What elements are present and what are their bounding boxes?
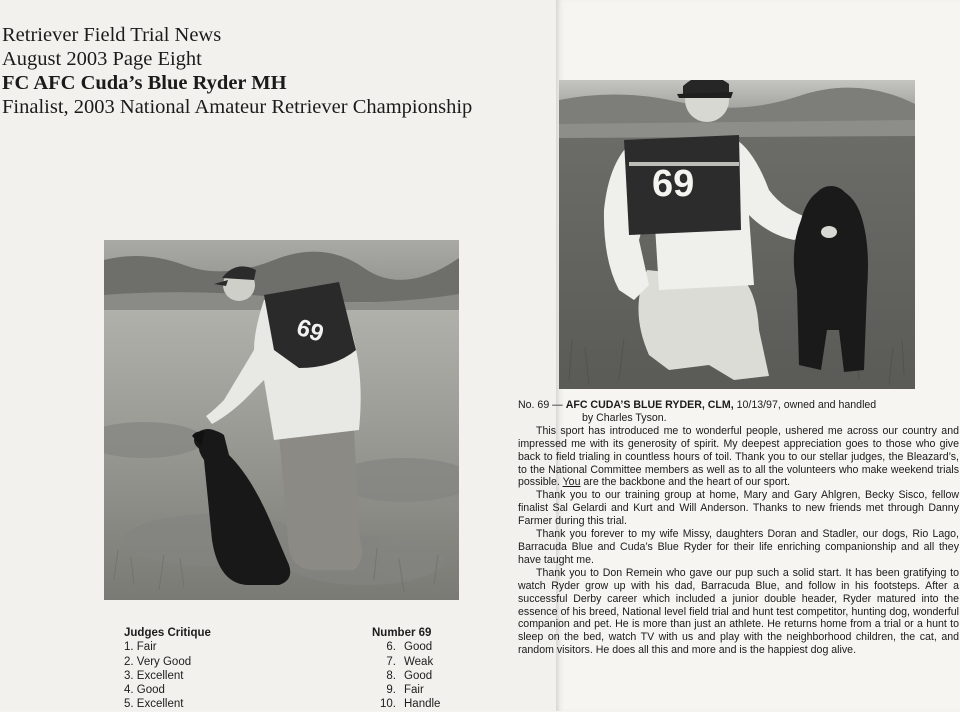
critique-item-grade: Good [404, 641, 433, 654]
critique-item: 3. Excellent [124, 669, 184, 682]
underlined-you: You [562, 476, 581, 489]
publication-name: Retriever Field Trial News [2, 24, 222, 46]
critique-item: 4. Good [124, 684, 165, 697]
left-bib-number: 69 [293, 313, 328, 348]
finalist-subtitle: Finalist, 2003 National Amateur Retriever Championship [2, 96, 473, 118]
critique-item: 1. Fair [124, 641, 157, 654]
article-paragraph: Thank you to Don Remein who gave our pup such a solid start. It has been gratifying to watch Ryder grow up with his dad, Barracuda Blue, and follow in his footsteps. After a successful Derby career which included a junior double header, Ryder matured into the essence of his breed, National level field trial and hunt test competitor, hunting dog, wonderful companion and pet. He is more than just an athlete. He returns home from a trial or a hunt to sleep on the bed, watch TV with us and play with the neighborhood children, the cat, and random visitors. He does all this and more and is the happiest dog alive. [518, 566, 959, 657]
critique-item [372, 669, 482, 683]
critique-title: Judges Critique [124, 627, 211, 639]
article-paragraph: Thank you to our training group at home, Mary and Gary Ahlgren, Becky Sisco, fellow finalist Sal Gelardi and Kurt and Will Anderson. Thanks to new friends met through Danny Farmer during this trial. [518, 489, 959, 528]
paragraph-text: are the backbone and the heart of our sport. [580, 476, 791, 489]
entry-details: 10/13/97, owned and handled [736, 399, 877, 411]
judges-critique-right [372, 626, 482, 712]
critique-item-grade: Good [404, 669, 433, 682]
critique-item-number: 10. [380, 698, 396, 711]
entry-lead [518, 399, 959, 412]
critique-item-number: 7. [386, 655, 396, 668]
critique-item [372, 640, 482, 654]
entry-number: No. 69 — [518, 399, 563, 411]
newsletter-header [2, 23, 472, 119]
critique-item-number: 6. [386, 641, 396, 654]
critique-item [372, 683, 482, 697]
judges-critique-left [124, 626, 344, 712]
critique-item [372, 697, 482, 711]
right-bib-number: 69 [652, 163, 695, 205]
issue-date-page: August 2003 Page Eight [2, 48, 202, 70]
handler-kneeling-with-dog-photo [559, 80, 915, 389]
article-body [518, 399, 959, 657]
critique-item-grade: Handle [404, 698, 441, 711]
critique-item-number: 9. [386, 684, 396, 697]
critique-item [372, 655, 482, 669]
article-paragraph: Thank you forever to my wife Missy, daughters Doran and Stadler, our dogs, Rio Lago, Barracuda Blue and Cuda’s Blue Ryder for their life enriching companionship and all they have taught me. [518, 528, 959, 566]
paragraph-text: This sport has introduced me to wonderful people, ushered me across our country and impressed me with its generosity of spirit. My deepest appreciation goes to those who give back to field trialing in countless hours of toil. Thank you to our stellar judges, the Bleazard’s, to the National Committee members as well as to all the volunteers who make weekend trials possible. [518, 424, 959, 489]
critique-number-title: Number 69 [372, 627, 432, 639]
critique-item-grade: Weak [404, 655, 434, 668]
entry-dog-name: AFC CUDA’S BLUE RYDER, CLM, [565, 399, 734, 411]
dog-title: FC AFC Cuda’s Blue Ryder MH [2, 72, 287, 94]
critique-item-grade: Fair [404, 684, 424, 697]
critique-item: 5. Excellent [124, 698, 184, 711]
entry-byline: by Charles Tyson. [582, 411, 667, 424]
critique-item: 2. Very Good [124, 655, 192, 668]
article-paragraph [518, 425, 959, 490]
handler-with-dog-photo [104, 240, 459, 600]
critique-item-number: 8. [386, 669, 396, 682]
